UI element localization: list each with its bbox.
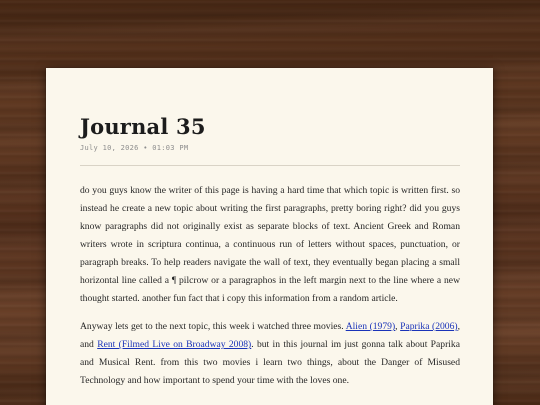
movie-link-rent[interactable]: Rent (Filmed Live on Broadway 2008) (97, 339, 252, 350)
paragraph-2-intro: Anyway lets get to the next topic, this week i watched three movies. (80, 321, 344, 332)
list-separator: , and (80, 321, 460, 350)
movie-link-paprika[interactable]: Paprika (2006) (400, 321, 458, 332)
entry-time: 01:03 PM (152, 144, 189, 152)
title-divider (80, 165, 460, 166)
entry-date: July 10, 2026 (80, 144, 139, 152)
paragraph-2 (80, 318, 460, 390)
movie-link-alien[interactable]: Alien (1979) (345, 321, 396, 332)
journal-body (80, 182, 460, 390)
paragraph-2-rest: . but in this journal im just gonna talk about Paprika and Musical Rent. from this two movies i learn two things, about the Danger of Misused Technology and how important to spend your time with the loves one. (80, 339, 460, 386)
entry-timestamp (80, 144, 460, 153)
timestamp-separator: • (143, 144, 148, 152)
journal-page (46, 68, 493, 405)
paragraph-1: do you guys know the writer of this page is having a hard time that which topic is written first. so instead he create a new topic about writing the first paragraphs, pretty boring right? did you guys know paragraphs did not originally exist as separate blocks of text. Ancient Greek and Roman writers wrote in scriptura continua, a continuous run of letters without spaces, punctuation, or paragraph breaks. To help readers navigate the wall of text, they eventually began placing a small horizontal line called a ¶ pilcrow or a paragraphos in the left margin next to the line where a new thought started. another fun fact that i copy this information from a random article. (80, 185, 460, 304)
page-title: Journal 35 (80, 114, 206, 139)
list-separator: , (395, 321, 398, 332)
